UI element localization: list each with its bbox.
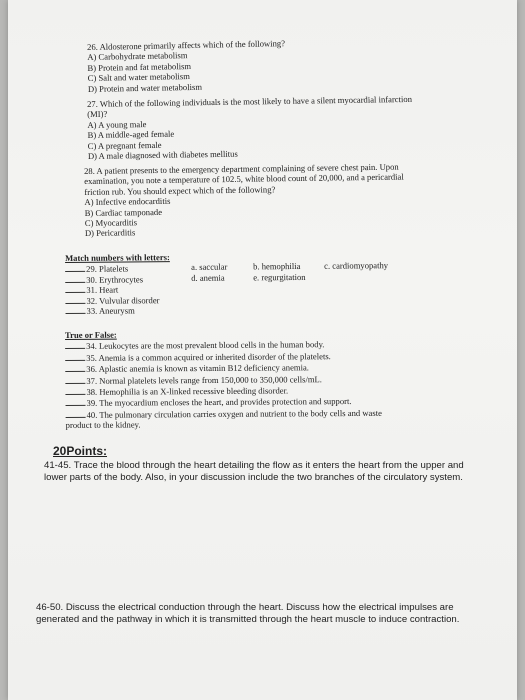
matching-section (65, 250, 466, 316)
answer-blank-31[interactable] (65, 284, 85, 293)
tf-item-37: 37. Normal platelets levels range from 150,000 to 350,000 cells/mL. (65, 372, 381, 386)
question-28-stem-line3: friction rub. You should expect which of the following? (84, 184, 276, 197)
question-26 (87, 38, 286, 94)
matching-item-29: 29. Platelets (86, 263, 129, 275)
exam-page (8, 0, 517, 700)
matching-item-33: 33. Aneurysm (86, 305, 135, 316)
tf-item-36: 36. Aplastic anemia is known as vitamin B12 deficiency anemia. (65, 361, 381, 375)
matching-letter-b: b. hemophilia (253, 261, 301, 272)
question-28-option-a: A) Infective endocarditis (84, 196, 171, 208)
question-27-option-d: D) A male diagnosed with diabetes mellitus (87, 148, 238, 162)
tf-item-38: 38. Hemophilia is an X-linked recessive bleeding disorder. (65, 384, 381, 398)
matching-letter-a: a. saccular (191, 261, 228, 273)
tf-item-40-continuation: product to the kidney. (65, 419, 141, 431)
matching-letter-c: c. cardiomyopathy (324, 260, 389, 272)
points-title: 20Points: (53, 444, 108, 458)
answer-blank-40[interactable] (66, 409, 86, 418)
question-27-option-b: B) A middle-aged female (87, 128, 175, 141)
matching-item-31: 31. Heart (86, 284, 119, 296)
tf-item-39: 39. The myocardium encloses the heart, and provides protection and support. (65, 395, 381, 409)
answer-blank-29[interactable] (65, 263, 85, 272)
matching-letter-d: d. anemia (191, 272, 225, 283)
question-28-stem-line2: examination, you note a temperature of 102.5, white blood count of 20,000, and a pericardial (84, 171, 404, 187)
answer-blank-34[interactable] (65, 340, 85, 349)
true-false-section (65, 328, 382, 431)
question-27-stem-line2: (MI)? (87, 109, 108, 120)
question-27-option-a: A) A young male (87, 118, 147, 130)
question-28-option-d: D) Pericarditis (84, 227, 136, 239)
question-26-option-a: A) Carbohydrate metabolism (87, 50, 188, 63)
answer-blank-32[interactable] (65, 294, 85, 303)
matching-item-32: 32. Vulvular disorder (86, 294, 160, 306)
answer-blank-37[interactable] (65, 374, 85, 383)
essay-question-46-50: 46-50. Discuss the electrical conduction through the heart. Discuss how the electrical impulses are generated and the pathway in which it is transmitted through the heart muscle to induce contraction. (36, 602, 460, 625)
question-26-option-c: C) Salt and water metabolism (87, 71, 190, 84)
answer-blank-39[interactable] (65, 397, 85, 406)
question-26-option-d: D) Protein and water metabolism (87, 81, 203, 94)
matching-row-33 (65, 301, 465, 315)
question-28-option-b: B) Cardiac tamponade (84, 206, 163, 218)
matching-item-30: 30. Erythrocytes (86, 274, 144, 285)
question-28 (84, 162, 405, 239)
question-27 (87, 94, 413, 162)
question-26-option-b: B) Protein and fat metabolism (87, 60, 192, 73)
question-26-stem: 26. Aldosterone primarily affects which of the following? (87, 38, 286, 52)
answer-blank-36[interactable] (65, 363, 85, 372)
tf-item-34: 34. Leukocytes are the most prevalent blood cells in the human body. (65, 338, 381, 352)
answer-blank-35[interactable] (65, 352, 85, 361)
question-27-stem-line1: 27. Which of the following individuals is the most likely to have a silent myocardial infarction (87, 93, 413, 109)
matching-letter-e: e. regurgitation (253, 271, 306, 283)
answer-blank-33[interactable] (65, 305, 85, 314)
question-27-option-c: C) A pregnant female (87, 139, 162, 151)
true-false-title: True or False: (65, 329, 117, 340)
tf-item-40: 40. The pulmonary circulation carries oxygen and nutrient to the body cells and waste (66, 407, 382, 421)
tf-item-35: 35. Anemia is a common acquired or inherited disorder of the platelets. (65, 350, 381, 364)
essay-question-41-45: 41-45. Trace the blood through the heart detailing the flow as it enters the heart from the upper and lower parts of the body. Also, in your discussion include the two branches of the circulatory system. (44, 460, 464, 483)
answer-blank-38[interactable] (65, 386, 85, 395)
matching-title: Match numbers with letters: (65, 252, 170, 263)
answer-blank-30[interactable] (65, 274, 85, 283)
question-28-stem-line1: 28. A patient presents to the emergency department complaining of severe chest pain. Upon (84, 161, 399, 176)
question-28-option-c: C) Myocarditis (84, 217, 138, 229)
